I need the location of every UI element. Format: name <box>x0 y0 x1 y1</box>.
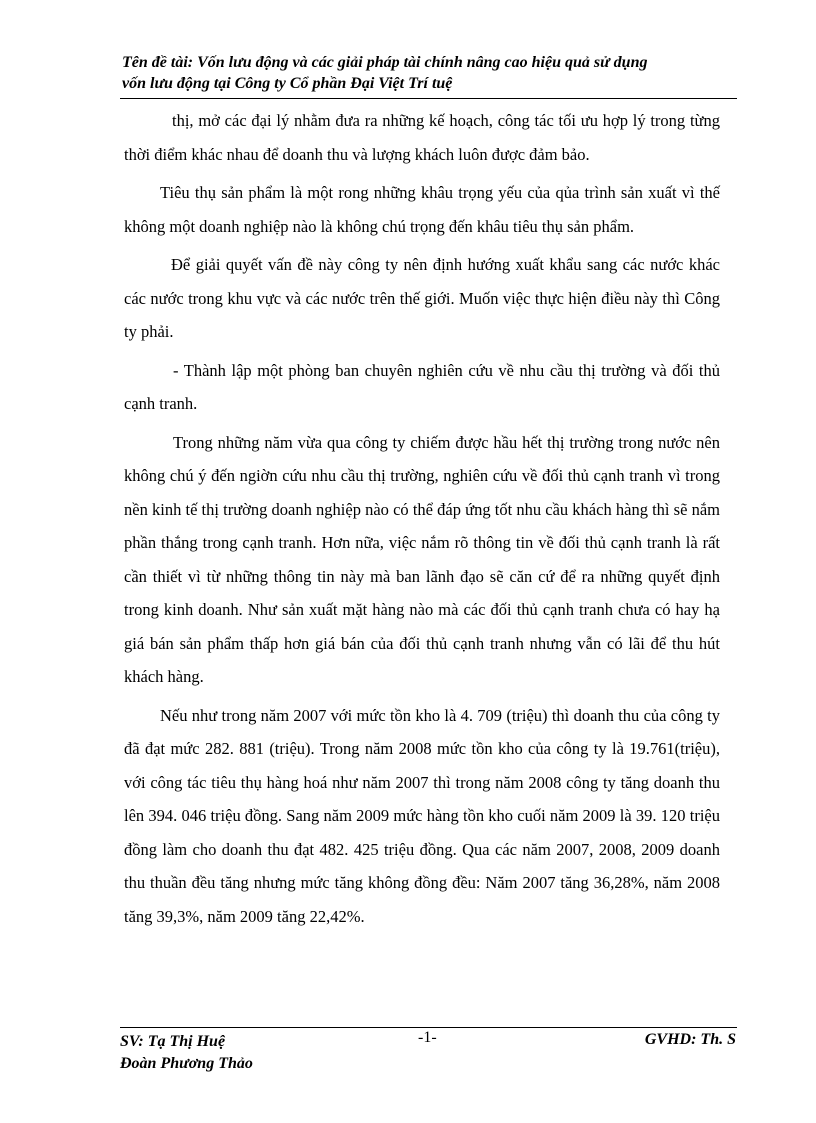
body-paragraph: - Thành lập một phòng ban chuyên nghiên cứu về nhu cầu thị trường và đối thủ cạnh tranh. <box>124 360 720 413</box>
body-paragraph: Tiêu thụ sản phẩm là một rong những khâu trọng yếu của qủa trình sản xuất vì thế không một doanh nghiệp nào là không chú trọng đến khâu tiêu thụ sản phẩm. <box>124 183 720 236</box>
body-paragraph: Để giải quyết vấn đề này công ty nên định hướng xuất khẩu sang các nước khác các nước trong khu vực và các nước trên thế giới. Muốn việc thực hiện điều này thì Công ty phải. <box>124 255 720 341</box>
header-title-line-2: vốn lưu động tại Công ty Cổ phần Đại Việt Trí tuệ <box>122 75 453 92</box>
footer-advisor: GVHD: Th. S <box>644 1031 736 1048</box>
footer-student-line-2: Đoàn Phương Thảo <box>120 1055 253 1072</box>
footer-student-names <box>120 1031 253 1075</box>
footer-divider <box>120 1027 737 1028</box>
body-paragraph: thị, mở các đại lý nhằm đưa ra những kế hoạch, công tác tối ưu hợp lý trong từng thời điểm khác nhau để doanh thu và lượng khách luôn được đảm bảo. <box>124 111 720 164</box>
footer-student-line-1: SV: Tạ Thị Huệ <box>120 1033 226 1050</box>
page-header <box>122 52 737 94</box>
page-number: -1- <box>418 1029 437 1046</box>
body-paragraph: Trong những năm vừa qua công ty chiếm được hầu hết thị trường trong nước nên không chú ý đến ngiờn cứu nhu cầu thị trường, nghiên cứu về đối thủ cạnh tranh vì trong nền kinh tế thị trường doanh nghiệp nào có thể đáp ứng tốt nhu cầu khách hàng thì sẽ nắm phần thắng trong cạnh tranh. Hơn nữa, việc nắm rõ thông tin về đối thủ cạnh tranh là rất cần thiết vì từ những thông tin này mà ban lãnh đạo sẽ căn cứ để ra những quyết định trong kinh doanh. Như sản xuất mặt hàng nào mà các đối thủ cạnh tranh chưa có hay hạ giá bán sản phẩm thấp hơn giá bán của đối thủ cạnh tranh nhưng vẫn có lãi để thu hút khách hàng. <box>124 432 720 686</box>
header-title-line-1: Tên đề tài: Vốn lưu động và các giải pháp tài chính nâng cao hiệu quả sử dụng <box>122 54 648 71</box>
header-divider <box>120 98 737 99</box>
document-body <box>124 104 720 938</box>
body-paragraph: Nếu như trong năm 2007 với mức tồn kho là 4. 709 (triệu) thì doanh thu của công ty đã đạt mức 282. 881 (triệu). Trong năm 2008 mức tồn kho của công ty là 19.761(triệu), với công tác tiêu thụ hàng hoá như năm 2007 thì trong năm 2008 công ty tăng doanh thu lên 394. 046 triệu đồng. Sang năm 2009 mức hàng tồn kho cuối năm 2009 là 39. 120 triệu đồng làm cho doanh thu đạt 482. 425 triệu đồng. Qua các năm 2007, 2008, 2009 doanh thu thuần đều tăng nhưng mức tăng không đồng đều: Năm 2007 tăng 36,28%, năm 2008 tăng 39,3%, năm 2009 tăng 22,42%. <box>124 705 720 926</box>
